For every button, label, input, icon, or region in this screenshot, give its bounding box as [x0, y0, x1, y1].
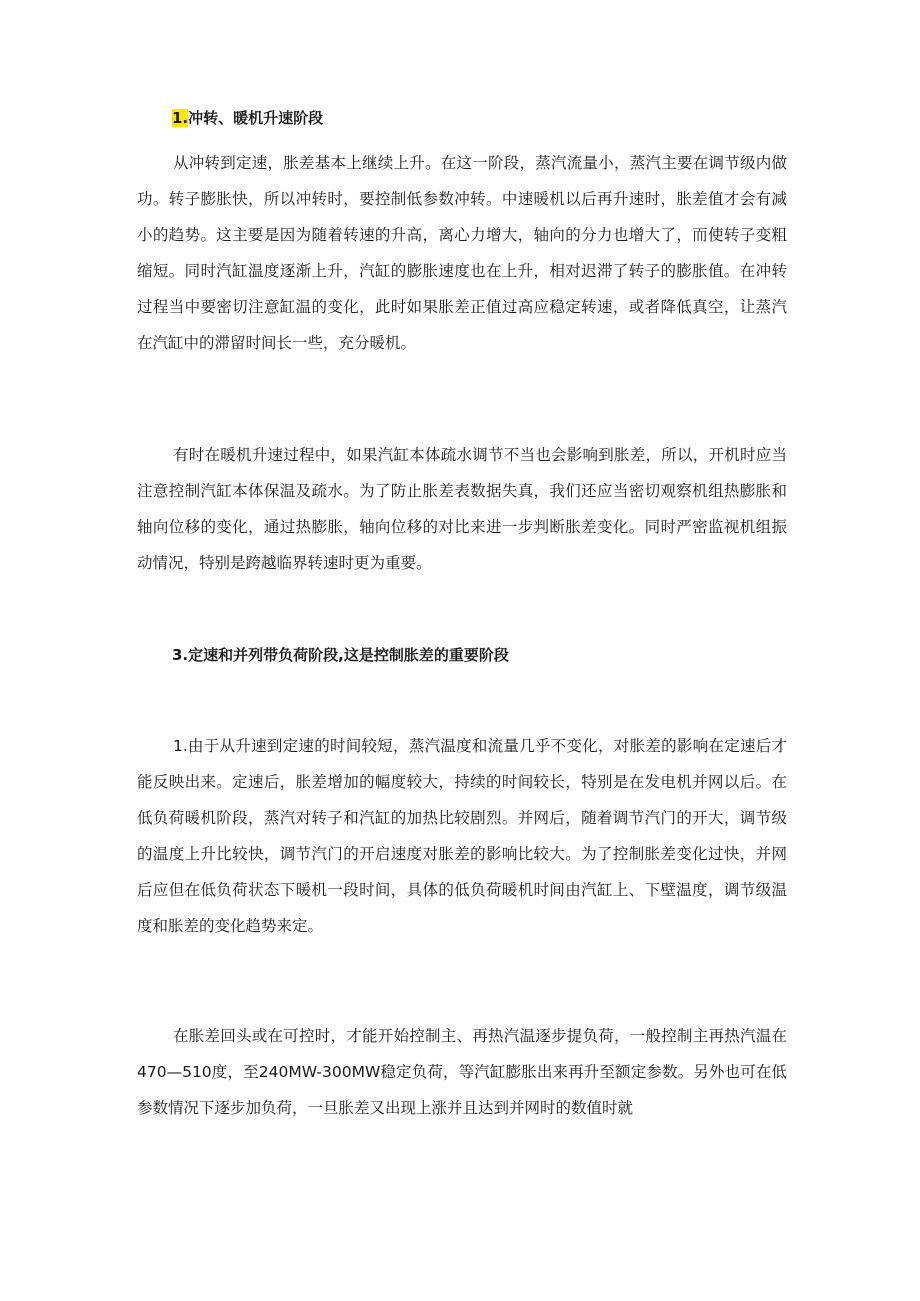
heading-text: 冲转、暖机升速阶段	[188, 109, 324, 127]
section3-paragraph-1: 1.由于从升速到定速的时间较短，蒸汽温度和流量几乎不变化，对胀差的影响在定速后才能反映出来。定速后，胀差增加的幅度较大，持续的时间较长，特别是在发电机并网以后。在低负荷暖机阶段，蒸汽对转子和汽缸的加热比较剧烈。并网后，随着调节汽门的开大，调节级的温度上升比较快，调节汽门的开启速度对胀差的影响比较大。为了控制胀差变化过快，并网后应但在低负荷状态下暖机一段时间，具体的低负荷暖机时间由汽缸上、下壁温度，调节级温度和胀差的变化趋势来定。	[137, 737, 787, 935]
section1-heading	[172, 108, 323, 128]
section3-paragraph-2: 在胀差回头或在可控时，才能开始控制主、再热汽温逐步提负荷，一般控制主再热汽温在470—510度，至240MW-300MW稳定负荷，等汽缸膨胀出来再升至额定参数。另外也可在低参数情况下逐步加负荷，一旦胀差又出现上涨并且达到并网时的数值时就	[137, 1027, 787, 1117]
section1-paragraph-1: 从冲转到定速，胀差基本上继续上升。在这一阶段，蒸汽流量小，蒸汽主要在调节级内做功。转子膨胀快，所以冲转时，要控制低参数冲转。中速暖机以后再升速时，胀差值才会有减小的趋势。这主要是因为随着转速的升高，离心力增大，轴向的分力也增大了，而使转子变粗缩短。同时汽缸温度逐渐上升，汽缸的膨胀速度也在上升，相对迟滞了转子的膨胀值。在冲转过程当中要密切注意缸温的变化，此时如果胀差正值过高应稳定转速，或者降低真空，让蒸汽在汽缸中的滞留时间长一些，充分暖机。	[137, 154, 787, 352]
section1-paragraph-2: 有时在暖机升速过程中，如果汽缸本体疏水调节不当也会影响到胀差，所以，开机时应当注意控制汽缸本体保温及疏水。为了防止胀差表数据失真，我们还应当密切观察机组热膨胀和轴向位移的变化，通过热膨胀，轴向位移的对比来进一步判断胀差变化。同时严密监视机组振动情况，特别是跨越临界转速时更为重要。	[137, 446, 787, 572]
heading-number-highlight: 1.	[172, 109, 189, 127]
section3-heading: 3.定速和并列带负荷阶段,这是控制胀差的重要阶段	[172, 646, 509, 664]
